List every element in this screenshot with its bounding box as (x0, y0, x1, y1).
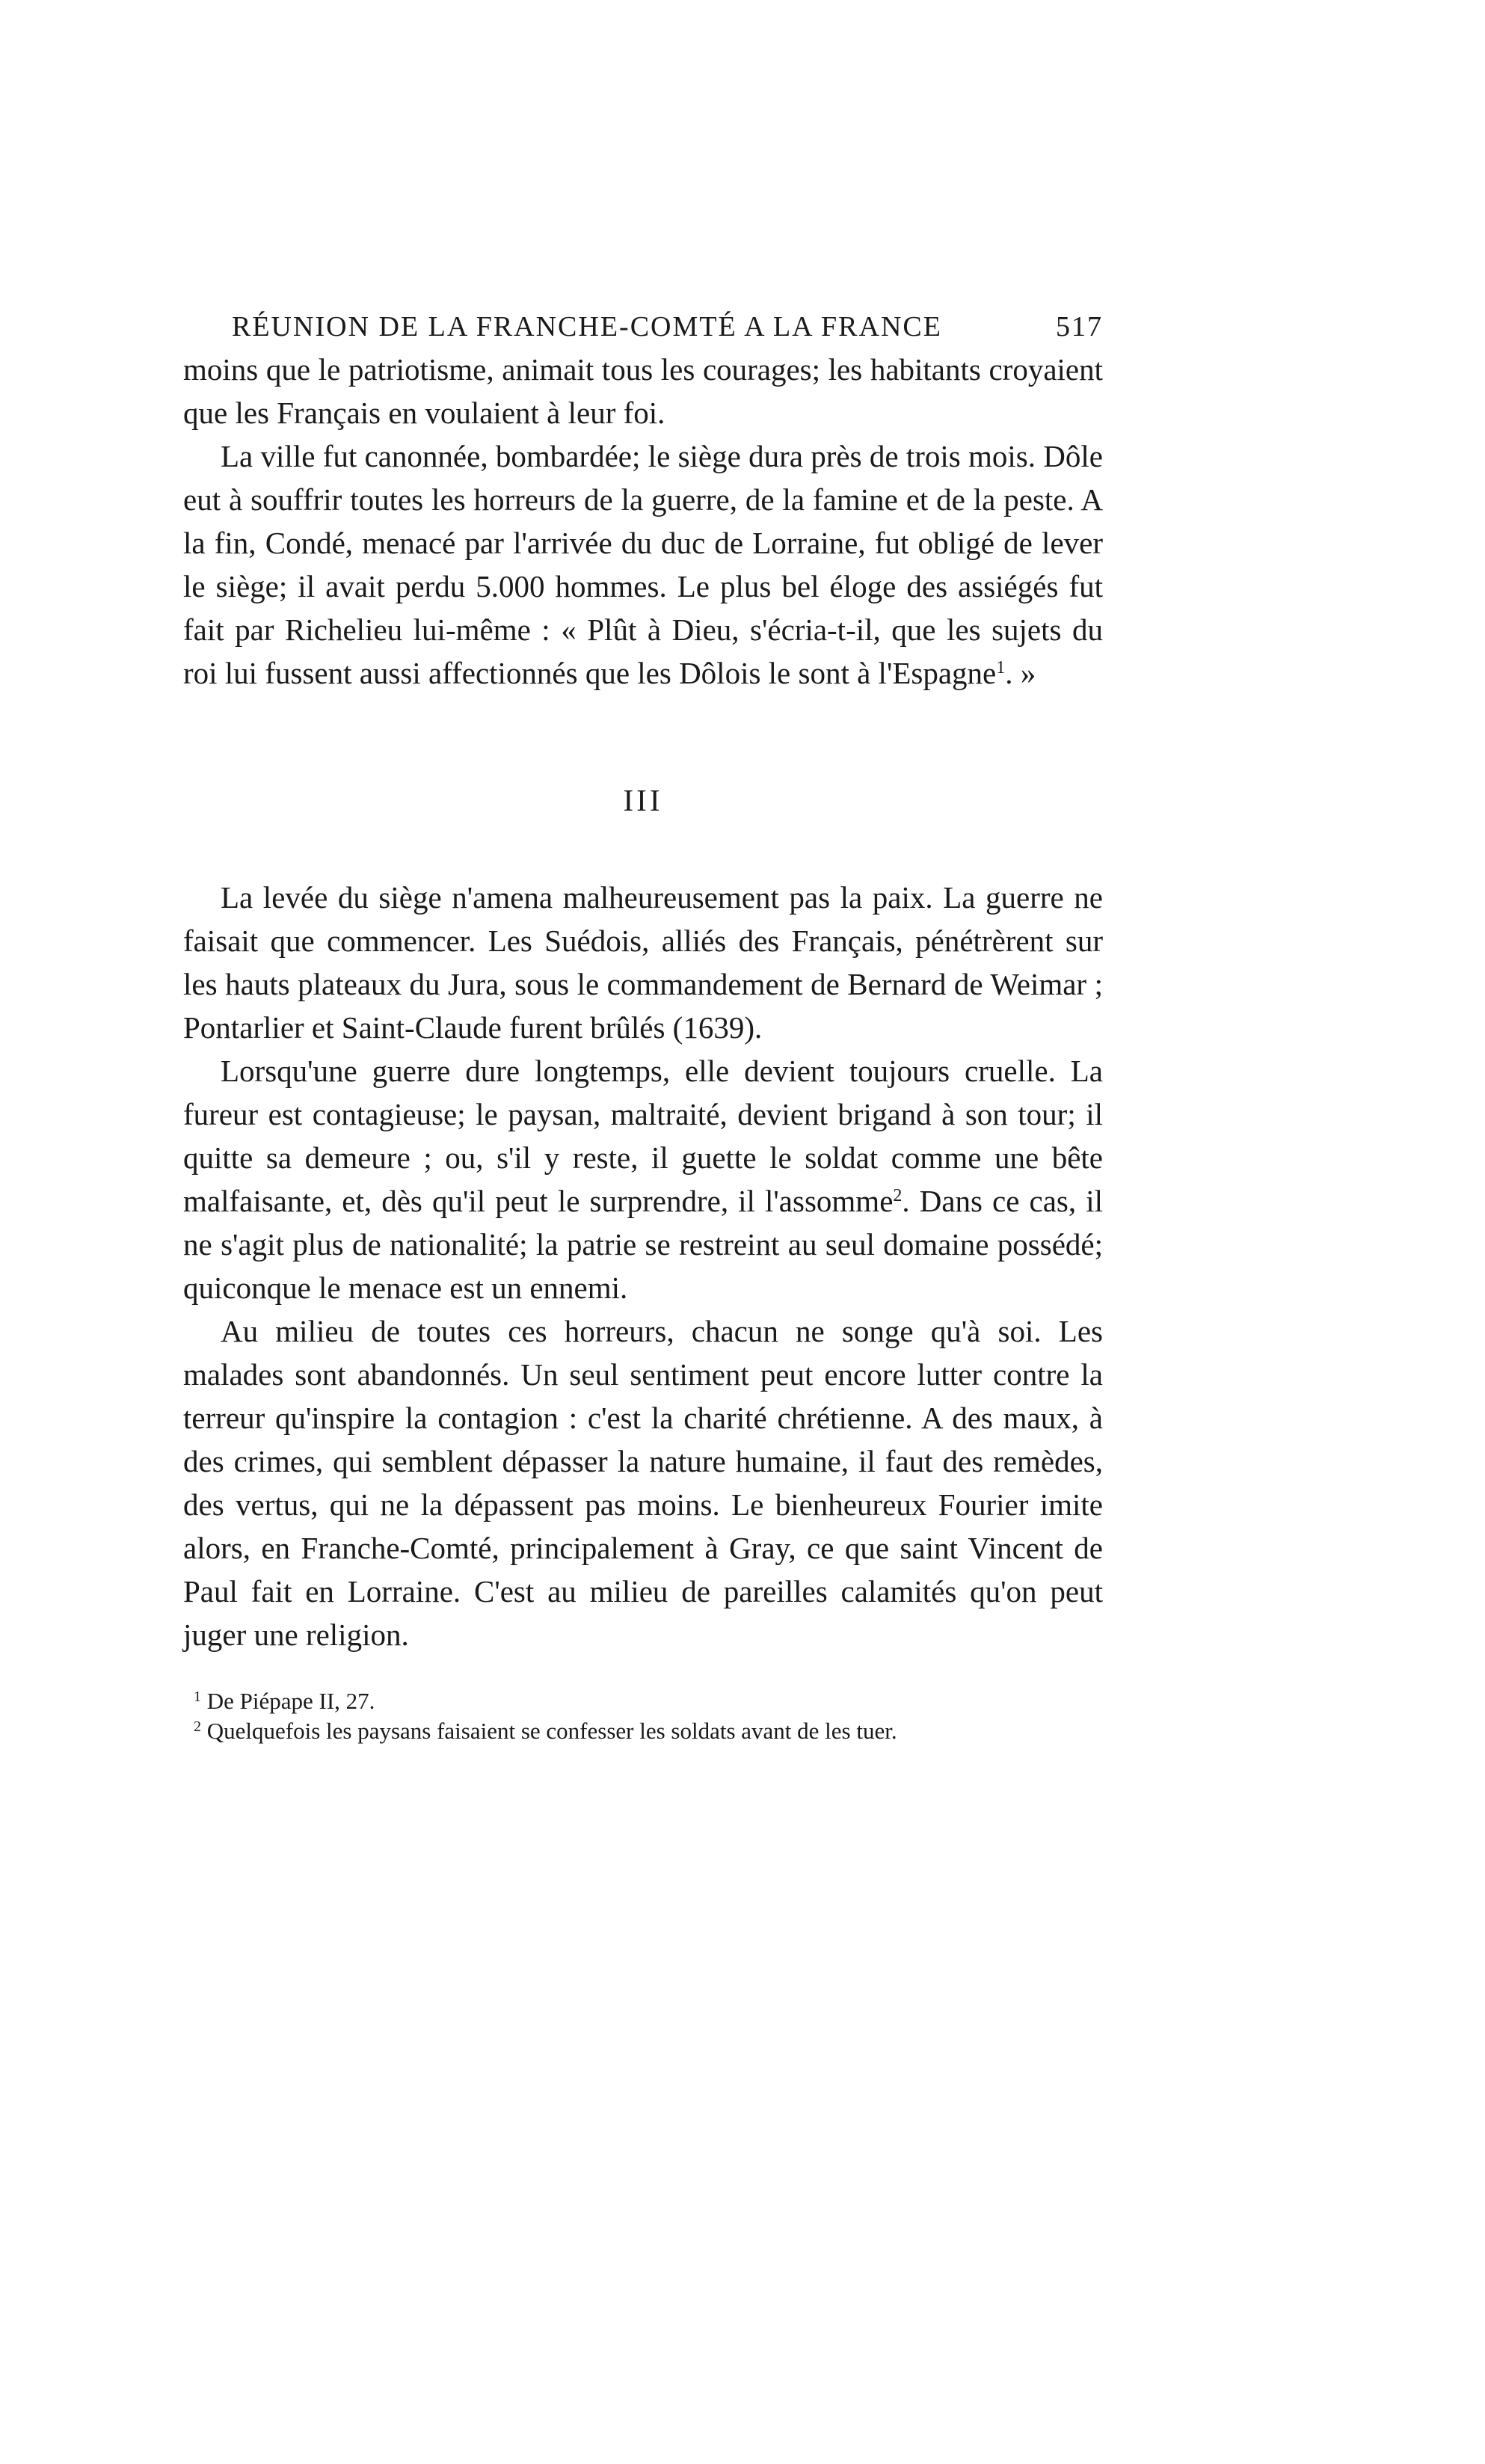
footnote-2 (183, 1716, 1103, 1746)
running-header (183, 303, 1103, 348)
paragraph-guerre-text-b: . Dans ce cas, il ne s'agit plus de nationalité; la patrie se restreint au seul domaine possédé; quiconque le menace est un ennemi. (183, 1184, 1103, 1305)
page-number: 517 (1056, 311, 1103, 342)
footnote-reference-1: 1 (996, 658, 1006, 678)
book-page (183, 303, 1103, 1746)
paragraph-continued: moins que le patriotisme, animait tous les courages; les habitants croyaient que les Français en voulaient à leur foi. (183, 352, 1103, 430)
footnotes (183, 1686, 1103, 1746)
section-heading: III (623, 783, 663, 817)
running-title: RÉUNION DE LA FRANCHE-COMTÉ A LA FRANCE (232, 311, 942, 342)
paragraph-siege (183, 434, 1103, 695)
footnote-2-text: Quelquefois les paysans faisaient se confesser les soldats avant de les tuer. (206, 1718, 897, 1744)
footnote-1 (183, 1686, 1103, 1716)
paragraph-siege-closing: . » (1005, 656, 1036, 690)
paragraph-levee: La levée du siège n'amena malheureusement pas la paix. La guerre ne faisait que commencer. Les Suédois, alliés des Français, pénétrèrent sur les hauts plateaux du Jura, sous le commandement de Bernard de Weimar ; Pontarlier et Saint-Claude furent brûlés (1639). (183, 880, 1103, 1045)
paragraph-guerre (183, 1049, 1103, 1309)
footnote-2-mark: 2 (194, 1718, 201, 1735)
footnote-1-text: De Piépape II, 27. (206, 1688, 375, 1714)
footnote-reference-2: 2 (893, 1186, 903, 1205)
paragraph-charite: Au milieu de toutes ces horreurs, chacun ne songe qu'à soi. Les malades sont abandonnés. Un seul sentiment peut encore lutter contre la terreur qu'inspire la contagion : c'est la charité chrétienne. A des maux, à des crimes, qui semblent dépasser la nature humaine, il faut des remèdes, des vertus, qui ne la dépassent pas moins. Le bienheureux Fourier imite alors, en Franche-Comté, principalement à Gray, ce que saint Vincent de Paul fait en Lorraine. C'est au milieu de pareilles calamités qu'on peut juger une religion. (183, 1314, 1103, 1652)
footnote-1-mark: 1 (194, 1689, 201, 1705)
paragraph-siege-text: La ville fut canonnée, bombardée; le siège dura près de trois mois. Dôle eut à souffrir toutes les horreurs de la guerre, de la famine et de la peste. A la fin, Condé, menacé par l'arrivée du duc de Lorraine, fut obligé de lever le siège; il avait perdu 5.000 hommes. Le plus bel éloge des assiégés fut fait par Richelieu lui-même : « Plût à Dieu, s'écria-t-il, que les sujets du roi lui fussent aussi affectionnés que les Dôlois le sont à l'Espagne (183, 439, 1103, 690)
paragraph-guerre-text-a: Lorsqu'une guerre dure longtemps, elle devient toujours cruelle. La fureur est contagieuse; le paysan, maltraité, devient brigand à son tour; il quitte sa demeure ; ou, s'il y reste, il guette le soldat comme une bête malfaisante, et, dès qu'il peut le surprendre, il l'assomme (183, 1054, 1103, 1218)
